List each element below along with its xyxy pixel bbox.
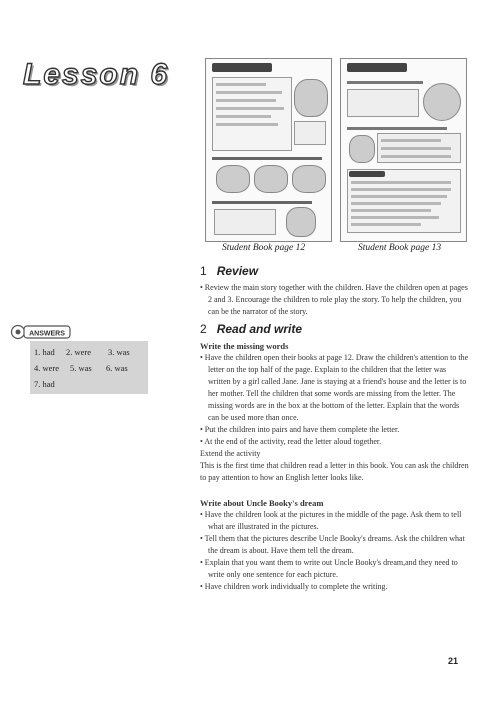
word-box [294,121,326,145]
extend-text: This is the first time that children read a letter in this book. You can ask the children to pay attention to how an English letter looks like. [200,461,469,482]
page-header-bar [347,63,407,72]
list-item: • Tell them that the pictures describe Uncle Booky's dreams. Ask the children what the dream is about. Have them tell the dream. [200,534,465,555]
section-2-heading [200,322,302,336]
extend-label: Extend the activity [200,449,261,458]
answer-item: 1. had [34,347,55,357]
list-item: • Put the children into pairs and have them complete the letter. [200,425,400,434]
section-number: 1 [200,264,207,278]
clock-illustration [423,83,461,121]
illustration [294,79,328,117]
section-title: Review [216,264,259,278]
section-number: 2 [200,322,207,336]
thumbnail-caption: Student Book page 13 [358,243,442,253]
list-item: • At the end of the activity, read the letter aloud together. [200,437,382,446]
list-item: • Review the main story together with the children. Have the children open at pages 2 and 3. Encourage the children to role play the story. To help the children, you can be the narrator of the story. [200,283,468,316]
answer-item: 2. were [66,347,92,357]
page-number: 21 [448,656,459,666]
section-2-body [200,340,470,593]
answer-item: 3. was [108,347,130,357]
section-title: Read and write [216,322,303,336]
list-item: • Have the children look at the pictures in the middle of the page. Ask them to tell what are illustrated in the pictures. [200,510,462,531]
subheading: Write about Uncle Booky's dream [200,498,324,508]
list-item: • Have the children open their books at page 12. Draw the children's attention to the letter on the top half of the page. Explain to the children that the letter was written by a girl called Jane. Jane is staying at a friend's house and the letter is to her mother. Tell the children that some words are missing from the letter. The missing words are in the box at the bottom of the letter. Explain that the words can be used more than once. [200,353,469,422]
list-item: • Have children work individually to complete the writing. [200,582,388,591]
section-1-body [200,282,470,318]
answers-box [30,341,148,394]
answers-key-icon [10,322,72,342]
letter-box [212,77,292,151]
answers-tag-label: ANSWERS [29,330,65,338]
subheading: Write the missing words [200,341,289,351]
list-item: • Explain that you want them to write out Uncle Booky's dream,and they need to write only one sentence for each picture. [200,558,458,579]
section-1-heading [200,264,258,278]
thumbnail-caption: Student Book page 12 [222,243,306,253]
answer-item: 6. was [106,363,128,373]
student-book-page-13-thumbnail [340,58,467,242]
answer-item: 7. had [34,379,55,389]
lesson-title: Lesson 6 [23,58,170,91]
answer-item: 5. was [70,363,92,373]
answer-item: 4. were [34,363,60,373]
page-header-bar [212,63,272,72]
student-book-page-12-thumbnail [205,58,332,242]
